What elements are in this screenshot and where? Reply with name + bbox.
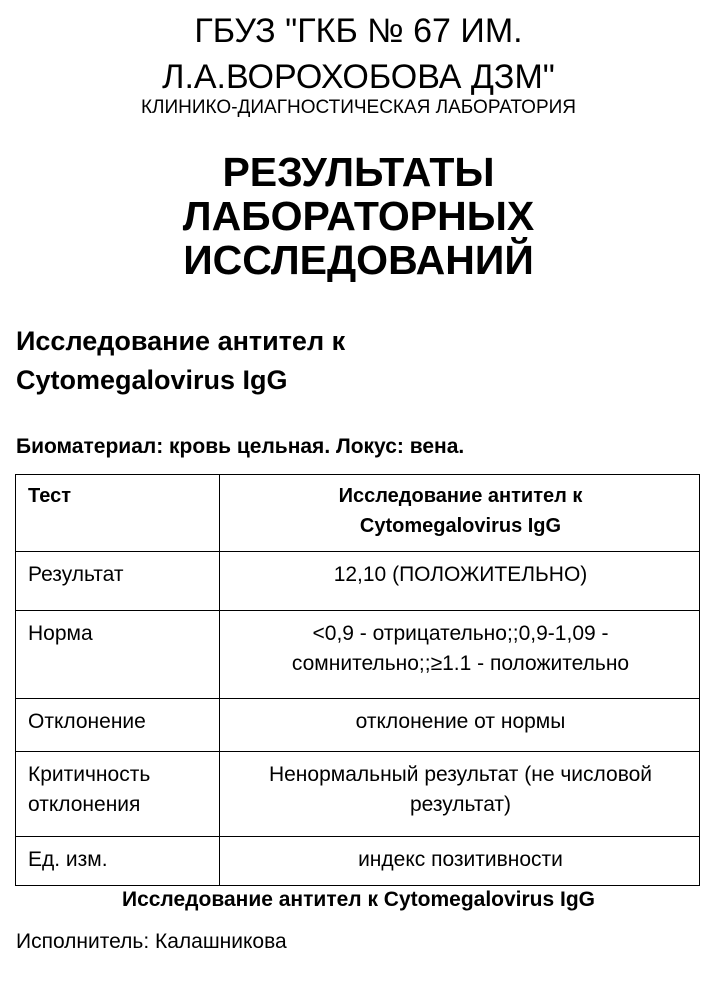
criticality-label-line-1: Критичность	[28, 763, 151, 786]
criticality-value-line-1: Ненормальный результат (не числовой	[268, 763, 653, 786]
test-name-line-2: Cytomegalovirus IgG	[16, 365, 288, 395]
organization-line-1: ГБУЗ "ГКБ № 67 ИМ.	[194, 12, 523, 50]
table-cell-value: индекс позитивности	[220, 837, 700, 886]
biomaterial-info: Биоматериал: кровь цельная. Локус: вена.	[16, 435, 465, 458]
table-cell-value	[220, 752, 700, 837]
table-cell-value	[220, 611, 700, 699]
organization-name	[0, 8, 717, 100]
table-cell-label: Отклонение	[16, 699, 220, 752]
test-name-heading	[16, 322, 345, 400]
test-value-line-1: Исследование антител к	[338, 485, 583, 507]
table-row-test	[16, 475, 700, 552]
table-row-criticality	[16, 752, 700, 837]
organization-line-2: Л.А.ВОРОХОБОВА ДЗМ"	[162, 58, 555, 96]
table-cell-value: 12,10 (ПОЛОЖИТЕЛЬНО)	[220, 552, 700, 611]
table-row-result	[16, 552, 700, 611]
table-cell-label: Норма	[16, 611, 220, 699]
test-name-line-1: Исследование антител к	[16, 326, 346, 356]
table-cell-label: Результат	[16, 552, 220, 611]
results-table	[15, 474, 700, 886]
criticality-label-line-2: отклонения	[28, 793, 141, 816]
criticality-value-line-2: результат)	[409, 793, 512, 816]
title-line-3: ИССЛЕДОВАНИЙ	[183, 237, 534, 283]
document-title	[0, 150, 717, 282]
title-line-2: ЛАБОРАТОРНЫХ	[182, 193, 535, 239]
norm-value-line-2: сомнительно;;≥1.1 - положительно	[291, 652, 630, 675]
laboratory-name: КЛИНИКО-ДИАГНОСТИЧЕСКАЯ ЛАБОРАТОРИЯ	[140, 97, 576, 118]
table-cell-label: Ед. изм.	[16, 837, 220, 886]
table-cell-label: Тест	[16, 475, 220, 552]
test-value-line-2: Cytomegalovirus IgG	[359, 515, 562, 537]
title-line-1: РЕЗУЛЬТАТЫ	[222, 149, 495, 195]
table-row-unit	[16, 837, 700, 886]
footer-test-name: Исследование антител к Cytomegalovirus IgG	[121, 888, 596, 911]
table-cell-value	[220, 475, 700, 552]
table-row-norm	[16, 611, 700, 699]
table-cell-label	[16, 752, 220, 837]
table-cell-value: отклонение от нормы	[220, 699, 700, 752]
norm-value-line-1: <0,9 - отрицательно;;0,9-1,09 -	[312, 622, 609, 645]
table-row-deviation	[16, 699, 700, 752]
executor-info: Исполнитель: Калашникова	[16, 930, 287, 953]
